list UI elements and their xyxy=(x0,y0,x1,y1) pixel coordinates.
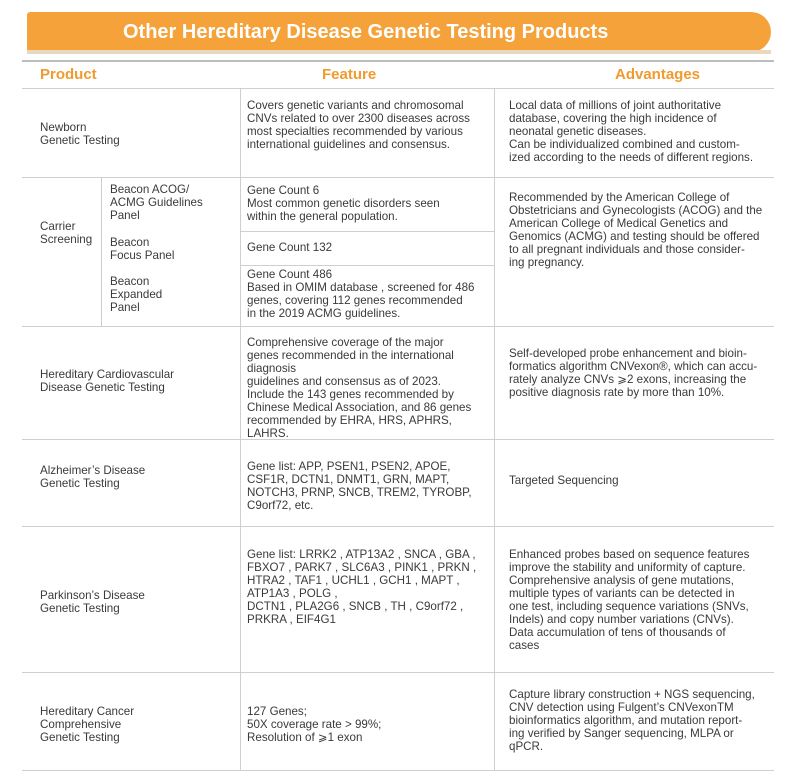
advantages-text: Enhanced probes based on sequence features improve the stability and uniformity of capture. Comprehensive analysis of gene mutations, multiple types of variants can be detected in one test, including sequence variations (SNVs, Indels) and copy number variations (CNVs). Data accumulation of tens of thousands of cases xyxy=(509,548,750,652)
header-feature: Feature xyxy=(322,66,377,83)
panel-name: Beacon Focus Panel xyxy=(110,236,175,262)
row-divider xyxy=(240,231,494,232)
feature-text: Comprehensive coverage of the major genes recommended in the international diagnosis guidelines and consensus as of 2023. Include the 143 genes recommended by Chinese Medical Association, and 86 genes recommended by EHRA, HRS, APHRS, LAHRS. xyxy=(247,336,472,440)
row-divider xyxy=(22,770,774,771)
row-divider xyxy=(22,88,774,89)
banner-title: Other Hereditary Disease Genetic Testing Products xyxy=(123,21,609,43)
row-divider xyxy=(240,265,494,266)
advantages-text: Targeted Sequencing xyxy=(509,474,619,487)
product-name: Hereditary Cardiovascular Disease Genetic Testing xyxy=(40,368,175,394)
feature-text: Gene list: LRRK2 , ATP13A2 , SNCA , GBA , FBXO7 , PARK7 , SLC6A3 , PINK1 , PRKN , HTRA2 , TAF1 , UCHL1 , GCH1 , MAPT , ATP1A3 , POLG , DCTN1 , PLA2G6 , SNCB , TH , C9orf72 , PRKRA , EIF4G1 xyxy=(247,548,477,626)
product-name: Parkinson’s Disease Genetic Testing xyxy=(40,589,145,615)
product-name: Alzheimer’s Disease Genetic Testing xyxy=(40,464,146,490)
feature-text: Gene Count 132 xyxy=(247,241,333,254)
header-product: Product xyxy=(40,66,97,83)
panel-name: Beacon Expanded Panel xyxy=(110,275,163,314)
row-divider xyxy=(22,326,774,327)
product-name: Hereditary Cancer Comprehensive Genetic Testing xyxy=(40,705,135,744)
column-divider xyxy=(101,177,102,326)
advantages-text: Local data of millions of joint authoritative database, covering the high incidence of neonatal genetic diseases. Can be individualized combined and custom- ized according to the needs of different regions. xyxy=(509,99,754,164)
feature-text: Gene Count 486 Based in OMIM database , screened for 486 genes, covering 112 genes recommended in the 2019 ACMG guidelines. xyxy=(247,268,475,320)
header-advantages: Advantages xyxy=(615,66,701,83)
row-divider xyxy=(22,672,774,673)
feature-text: 127 Genes; 50X coverage rate > 99%; Resolution of ⩾1 exon xyxy=(247,705,382,744)
row-divider xyxy=(22,177,774,178)
table-top-rule xyxy=(22,60,774,62)
product-name: Carrier Screening xyxy=(40,220,93,246)
column-divider xyxy=(240,88,241,770)
title-banner xyxy=(27,12,771,52)
advantages-text: Self-developed probe enhancement and bioin- formatics algorithm CNVexon®, which can accu- rately analyze CNVs ⩾2 exons, increasing the positive diagnosis rate by more than 10%. xyxy=(509,347,758,399)
row-divider xyxy=(22,526,774,527)
advantages-text: Capture library construction + NGS sequencing, CNV detection using Fulgent’s CNVexonTM bioinformatics algorithm, and mutation report- ing verified by Sanger sequencing, MLPA or qPCR. xyxy=(509,688,755,753)
product-name: Newborn Genetic Testing xyxy=(40,121,120,147)
banner-shadow xyxy=(27,50,771,54)
feature-text: Gene list: APP, PSEN1, PSEN2, APOE, CSF1R, DCTN1, DNMT1, GRN, MAPT, NOTCH3, PRNP, SNCB, TREM2, TYROBP, C9orf72, etc. xyxy=(247,460,472,512)
column-divider xyxy=(494,88,495,770)
feature-text: Gene Count 6 Most common genetic disorders seen within the general population. xyxy=(247,184,440,223)
feature-text: Covers genetic variants and chromosomal CNVs related to over 2300 diseases across most specialties recommended by various international guidelines and consensus. xyxy=(247,99,470,151)
advantages-text: Recommended by the American College of Obstetricians and Gynecologists (ACOG) and the American College of Medical Genetics and Genomics (ACMG) and testing should be offered to all pregnant individuals and those consider- ing pregnancy. xyxy=(509,191,763,269)
panel-name: Beacon ACOG/ ACMG Guidelines Panel xyxy=(110,183,203,222)
